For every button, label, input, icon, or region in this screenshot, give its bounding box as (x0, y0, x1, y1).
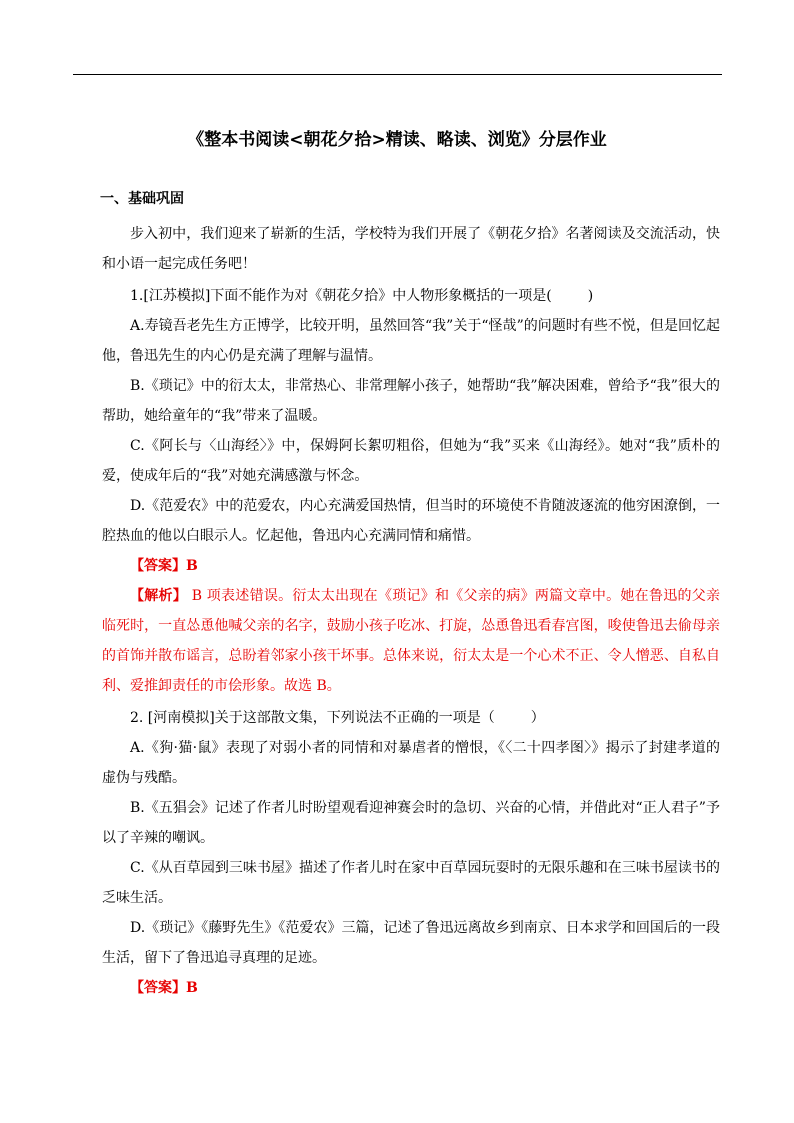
question-2-stem-text: 2. [河南模拟]关于这部散文集，下列说法不正确的一项是（ (130, 710, 495, 726)
answer-value: B (186, 558, 198, 574)
intro-paragraph: 步入初中，我们迎来了崭新的生活，学校特为我们开展了《朝花夕拾》名著阅读及交流活动，快和小语一起完成任务吧！ (102, 226, 720, 272)
document-body (102, 186, 720, 1003)
question-1-option-b: B.《琐记》中的衍太太，非常热心、非常理解小孩子，她帮助“我”解决困难，曾给予“我”很大的帮助，她给童年的“我”带来了温暖。 (102, 378, 720, 424)
question-1-stem-end: ) (587, 288, 594, 304)
question-2-option-c: C.《从百草园到三味书屋》描述了作者儿时在家中百草园玩耍时的无限乐趣和在三味书屋读书的乏味生活。 (102, 860, 720, 906)
explanation-text: B 项表述错误。衍太太出现在《琐记》和《父亲的病》两篇文章中。她在鲁迅的父亲临死时，一直怂恿他喊父亲的名字，鼓励小孩子吃冰、打旋，怂恿鲁迅看春宫图，唆使鲁迅去偷母亲的首饰并散布谣言，总盼着邻家小孩干坏事。总体来说，衍太太是一个心术不正、令人憎恶、自私自利、爱推卸责任的市侩形象。故选 B。 (102, 588, 720, 694)
question-2-option-a: A.《狗·猫·鼠》表现了对弱小者的同情和对暴虐者的憎恨，《〈二十四孝图〉》揭示了封建孝道的虚伪与残酷。 (102, 740, 720, 786)
question-1-option-c: C.《阿长与〈山海经〉》中，保姆阿长絮叨粗俗，但她为“我”买来《山海经》。她对“我”质朴的爱，使成年后的“我”对她充满感激与怀念。 (102, 438, 720, 484)
question-2-answer (102, 973, 720, 1003)
answer-label: 【答案】 (130, 558, 186, 574)
question-1-explanation (102, 581, 720, 701)
question-2-option-b: B.《五猖会》记述了作者儿时盼望观看迎神赛会时的急切、兴奋的心情，并借此对“正人君子”予以了辛辣的嘲讽。 (102, 800, 720, 846)
answer-label: 【答案】 (130, 980, 186, 996)
question-1-option-d: D.《范爱农》中的范爱农，内心充满爱国热情，但当时的环境使不肯随波逐流的他穷困潦倒，一腔热血的他以白眼示人。忆起他，鲁迅内心充满同情和痛惜。 (102, 498, 720, 544)
question-1-answer (102, 551, 720, 581)
question-1-stem-text: 1.[江苏模拟]下面不能作为对《朝花夕拾》中人物形象概括的一项是( (130, 288, 552, 304)
question-2-option-d: D.《琐记》《藤野先生》《范爱农》三篇，记述了鲁迅远离故乡到南京、日本求学和回国后的一段生活，留下了鲁迅追寻真理的足迹。 (102, 920, 720, 966)
answer-value: B (186, 980, 198, 996)
question-2-stem (102, 703, 720, 733)
question-1-stem (102, 281, 720, 311)
header-rule (73, 74, 722, 75)
question-1-option-a: A.寿镜吾老先生方正博学，比较开明，虽然回答“我”关于“怪哉”的问题时有些不悦，但是回忆起他，鲁迅先生的内心仍是充满了理解与温情。 (102, 318, 720, 364)
page-title: 《整本书阅读<朝花夕拾>精读、略读、浏览》分层作业 (187, 130, 607, 150)
question-2-stem-end: ） (530, 710, 545, 726)
explanation-label: 【解析】 (130, 588, 188, 604)
section-heading: 一、基础巩固 (100, 191, 184, 207)
